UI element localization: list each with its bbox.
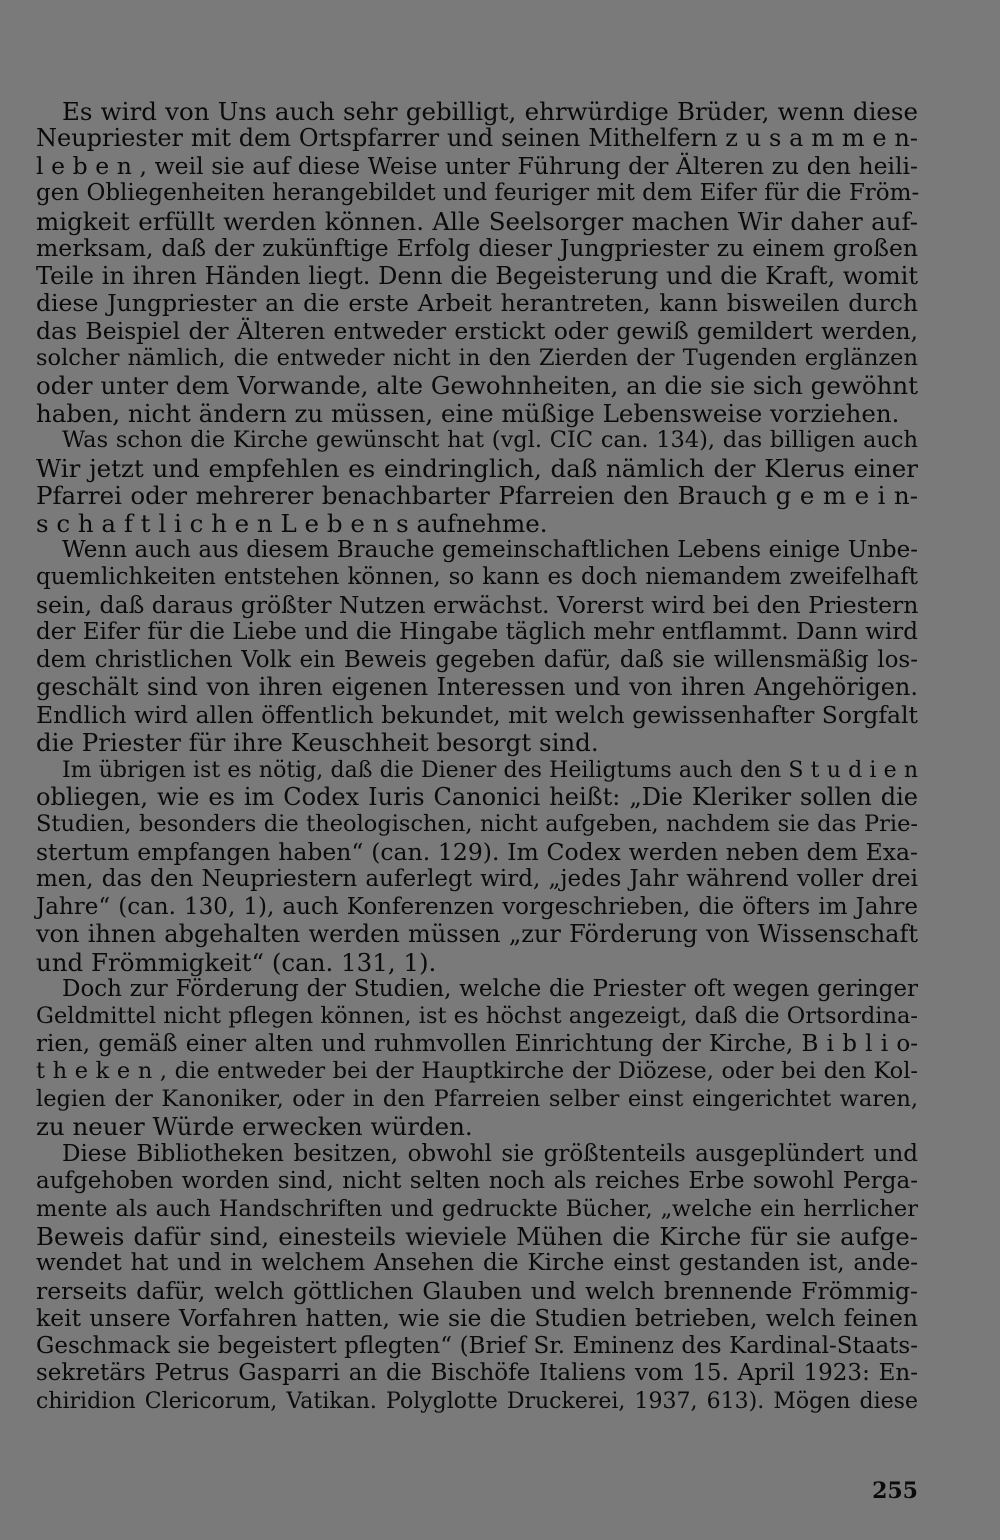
text-line: Wir jetzt und empfehlen es eindringlich, daß nämlich der Klerus einer [36,453,918,483]
text-line: Jahre“ (can. 130, 1), auch Konferenzen vorgeschrieben, die öfters im Jahre [36,893,918,920]
text-line: mente als auch Handschriften und gedruckte Bücher, „welche ein herrlicher [36,1195,918,1222]
text-line: Neupriester mit dem Ortspfarrer und seinen Mithelfern z u s a m m e n- [36,124,918,153]
text-line: merksam, daß der zukünftige Erfolg dieser Jungpriester zu einem großen [36,234,918,263]
text-line: geschält sind von ihren eigenen Interessen und von ihren Angehörigen. [36,673,918,702]
text-line: wendet hat und in welchem Ansehen die Kirche einst gestanden ist, ande- [36,1250,918,1277]
text-line: das Beispiel der Älteren entweder erstickt oder gewiß gemildert werden, [36,316,918,345]
text-line: oder unter dem Vorwande, alte Gewohnheiten, an die sie sich gewöhnt [36,371,918,401]
text-line: rerseits dafür, welch göttlichen Glauben und welch brennende Frömmig- [36,1276,918,1305]
text-line: Was schon die Kirche gewünscht hat (vgl. CIC can. 134), das billigen auch [62,427,918,454]
paragraph [36,1141,918,1415]
text-line: sein, daß daraus größter Nutzen erwächst. Vorerst wird bei den Priestern [36,590,919,619]
text-line: Wenn auch aus diesem Brauche gemeinschaftlichen Lebens einige Unbe- [62,537,918,563]
text-line: migkeit erfüllt werden können. Alle Seelsorger machen Wir daher auf- [36,206,918,236]
text-line: rien, gemäß einer alten und ruhmvollen Einrichtung der Kirche, B i b l i o- [36,1030,918,1057]
text-line: keit unsere Vorfahren hatten, wie sie die Studien betrieben, welch feinen [36,1304,918,1333]
paragraph [36,427,918,537]
text-line: Studien, besonders die theologischen, nicht aufgeben, nachdem sie das Prie- [36,811,918,838]
text-line: die Priester für ihre Keuschheit besorgt sind. [36,728,599,758]
text-line: legien der Kanoniker, oder in den Pfarreien selber einst eingerichtet waren, [36,1085,918,1112]
text-line: Geschmack sie begeistert pflegten“ (Brief Sr. Eminenz des Kardinal-Staats- [36,1332,918,1359]
text-line: dem christlichen Volk ein Beweis gegeben dafür, daß sie willensmäßig los- [36,646,918,673]
paragraph [36,757,918,977]
text-line: Geldmittel nicht pflegen können, ist es höchst angezeigt, daß die Ortsordina- [36,1003,918,1030]
text-line: der Eifer für die Liebe und die Hingabe täglich mehr entflammt. Dann wird [36,619,918,646]
text-line: und Frömmigkeit“ (can. 131, 1). [36,947,437,977]
text-line: solcher nämlich, die entweder nicht in den Zierden der Tugenden erglänzen [36,344,918,371]
text-line: stertum empfangen haben“ (can. 129). Im Codex werden neben dem Exa- [36,837,918,866]
text-line: Pfarrei oder mehrerer benachbarter Pfarreien den Brauch g e m e i n- [36,481,918,511]
text-line: chiridion Clericorum, Vatikan. Polyglotte Druckerei, 1937, 613). Mögen diese [36,1388,918,1414]
body-text [36,98,918,1415]
text-line: quemlichkeiten entstehen können, so kann es doch niemandem zweifelhaft [36,564,918,591]
text-line: Diese Bibliotheken besitzen, obwohl sie größtenteils ausgeplündert und [62,1140,918,1167]
text-line: Endlich wird allen öffentlich bekundet, mit welch gewissenhafter Sorgfalt [36,700,918,729]
text-line: t h e k e n , die entweder bei der Hauptkirche der Diözese, oder bei den Kol- [36,1058,918,1085]
page-number: 255 [872,1478,918,1504]
paragraph [36,976,918,1141]
text-line: men, das den Neupriestern auferlegt wird, „jedes Jahr während voller drei [36,866,918,893]
text-line: zu neuer Würde erwecken würden. [36,1112,473,1142]
text-line: l e b e n , weil sie auf diese Weise unter Führung der Älteren zu den heili- [36,151,918,180]
text-line: gen Obliegenheiten herangebildet und feuriger mit dem Eifer für die Fröm- [36,180,920,207]
text-line: Es wird von Uns auch sehr gebilligt, ehrwürdige Brüder, wenn diese [62,97,918,126]
text-line: Im übrigen ist es nötig, daß die Diener des Heiligtums auch den S t u d i e n [62,757,918,783]
text-line: sekretärs Petrus Gasparri an die Bischöfe Italiens vom 15. April 1923: En- [36,1360,918,1387]
paragraph [36,98,918,427]
text-line: aufgehoben worden sind, nicht selten noch als reiches Erbe sowohl Perga- [36,1168,918,1195]
text-line: Teile in ihren Händen liegt. Denn die Begeisterung und die Kraft, womit [36,261,918,290]
text-line: Beweis dafür sind, einesteils wieviele Mühen die Kirche für sie aufge- [36,1221,918,1251]
text-line: haben, nicht ändern zu müssen, eine müßige Lebensweise vorziehen. [36,398,900,428]
paragraph [36,537,918,757]
text-line: obliegen, wie es im Codex Iuris Canonici heißt: „Die Kleriker sollen die [36,782,918,811]
text-line: von ihnen abgehalten werden müssen „zur Förderung von Wissenschaft [36,920,918,949]
text-line: s c h a f t l i c h e n L e b e n s aufnehme. [36,508,548,538]
text-line: diese Jungpriester an die erste Arbeit herantreten, kann bisweilen durch [36,289,918,318]
text-line: Doch zur Förderung der Studien, welche die Priester oft wegen geringer [62,976,918,1002]
